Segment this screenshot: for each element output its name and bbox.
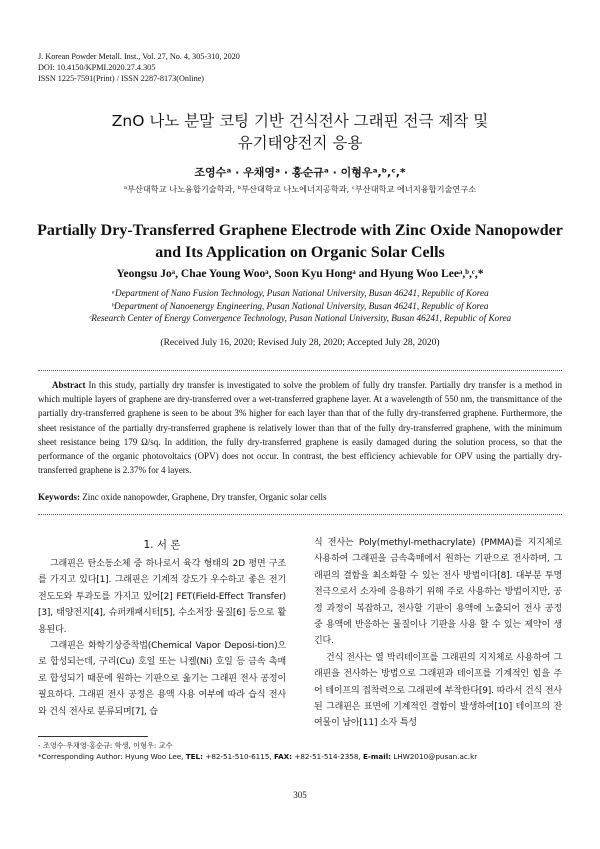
korean-affiliations: ᵃ부산대학교 나노융합기술학과, ᵇ부산대학교 나노에너지공학과, ᶜ부산대학교 에너지융합기술연구소 (123, 184, 477, 194)
tel-value: +82-51-510-6115, (203, 752, 274, 761)
journal-citation: J. Korean Powder Metall. Inst., Vol. 27, No. 4, 305-310, 2020 (38, 52, 240, 61)
top-divider (38, 370, 562, 371)
email-value: LHW2010@pusan.ac.kr (391, 752, 478, 761)
left-column (38, 556, 286, 720)
paragraph: 식 전사는 Poly(methyl-methacrylate) (PMMA)를 지지체로 사용하여 그래핀을 금속촉매에서 원하는 기판으로 전사하며, 그래핀의 결함을 최소화할 수 있는 전사 방법이다[8]. 대부분 투명전극으로서 소자에 응용하기 위해 주로 사용하는 방법이지만, 공정 과정이 복잡하고, 전사할 기판이 용액에 노출되어 전사 공정 중 용액에 반응하는 물질이나 기판을 사용 할 수 있는 제약이 생긴다. (314, 538, 562, 647)
keywords-label: Keywords: (38, 492, 80, 502)
affiliation-c: ᶜResearch Center of Energy Convergence Technology, Pusan National University, Busan 46241, Republic of Korea (88, 313, 512, 323)
english-title-line1: Partially Dry-Transferred Graphene Electrode with Zinc Oxide Nanopowder (37, 222, 563, 239)
page-number: 305 (293, 790, 307, 800)
footnote (38, 740, 562, 762)
abstract-text: In this study, partially dry transfer is investigated to solve the problem of fully dry transfer. Partially dry transfer is a method in which multiple layers of graphene are dry-transferred over a wet-transferred graphene layer. At a wavelength of 550 nm, the transmittance of the partially dry-transferred graphene is seen to be about 3% higher for each layer than that of the fully dry-transferred graphene. Furthermore, the sheet resistance of the partially dry-transferred graphene is relatively lower than that of the fully dry-transferred graphene, with the minimum sheet resistance being 179 Ω/sq. In addition, the fully dry-transferred graphene is easily damaged during the solution process, so that the performance of the organic photovoltaics (OPV) does not occur. In contrast, the best efficiency achievable for OPV using the partially dry-transferred graphene is 2.37% for 4 layers. (38, 380, 562, 476)
email-label: E-mail: (363, 752, 392, 761)
keywords-text: Zinc oxide nanopowder, Graphene, Dry transfer, Organic solar cells (80, 492, 327, 502)
received-dates: (Received July 16, 2020; Revised July 28, 2020; Accepted July 28, 2020) (160, 338, 440, 348)
footnote-roles: - 조영수·우채영·홍순규: 학생, 이형우: 교수 (38, 741, 173, 750)
paragraph: 건식 전사는 열 박리테이프를 그래핀의 지지체로 사용하여 그래핀을 전사하는 방법으로 그래핀과 테이프를 기계적인 힘을 주어 테이프의 접착력으로 그래핀에 부착한다[9]. 따라서 건식 전사 된 그래핀은 표면에 기계적인 결함이 발생하여[10] 테이프의 잔여물이 남아[11] 소자 특성 (314, 652, 562, 729)
english-title-line2: and Its Application on Organic Solar Cells (155, 244, 445, 261)
english-title (30, 220, 570, 264)
paragraph: 그래핀은 탄소동소체 중 하나로서 육각 형태의 2D 평면 구조를 가지고 있다[1]. 그래핀은 기계적 강도가 우수하고 좋은 전기전도도와 투과도를 가지고 있어[2] FET(Field-Effect Transfer)[3], 태양전지[4], 슈퍼캐패시터[5], 수소저장 물질[6] 등으로 활용된다. (38, 559, 286, 635)
english-authors: Yeongsu Joᵃ, Chae Young Wooᵃ, Soon Kyu Hongᵃ and Hyung Woo Leeᵃ,ᵇ,ᶜ,* (116, 268, 484, 280)
english-affiliations (0, 287, 600, 325)
paragraph: 그래핀은 화학기상증착법(Chemical Vapor Deposi-tion)으로 합성되는데, 구리(Cu) 호일 또는 니켈(Ni) 호일 등 금속 촉매로 합성되기 때문에 원하는 기판으로 옮기는 그래핀 전사 공정이 필요하다. 그래핀 전사 공정은 용액 사용 여부에 따라 습식 전사와 건식 전사로 분류되며[7], 습 (38, 641, 286, 717)
footnote-divider (38, 736, 148, 737)
affiliation-b: ᵇDepartment of Nanoenergy Engineering, Pusan National University, Busan 46241, Republic of Korea (111, 300, 489, 311)
journal-info (38, 51, 240, 84)
korean-title (0, 110, 600, 154)
corresponding-author (38, 751, 562, 762)
korean-authors: 조영수ᵃ · 우채영ᵃ · 홍순규ᵃ · 이형우ᵃ,ᵇ,ᶜ,* (194, 166, 406, 179)
tel-label: TEL: (185, 752, 204, 761)
right-column (314, 535, 562, 732)
abstract-label: Abstract (52, 380, 86, 390)
section-heading-introduction: 1. 서 론 (143, 539, 181, 551)
bottom-divider (38, 514, 562, 515)
korean-title-line1: ZnO 나노 분말 코팅 기반 건식전사 그래핀 전극 제작 및 (111, 112, 489, 130)
fax-label: FAX: (273, 752, 293, 761)
korean-title-line2: 유기태양전지 응용 (237, 134, 363, 152)
journal-issn: ISSN 1225-7591(Print) / ISSN 2287-8173(Online) (38, 74, 205, 83)
abstract (38, 378, 562, 477)
fax-value: +82-51-514-2358, (292, 752, 364, 761)
corresponding-author-name: *Corresponding Author: Hyung Woo Lee, (38, 752, 186, 761)
journal-doi: DOI: 10.4150/KPMI.2020.27.4.305 (38, 63, 156, 72)
keywords (38, 492, 562, 502)
affiliation-a: ᵃDepartment of Nano Fusion Technology, Pusan National University, Busan 46241, Republic of Korea (111, 288, 489, 298)
